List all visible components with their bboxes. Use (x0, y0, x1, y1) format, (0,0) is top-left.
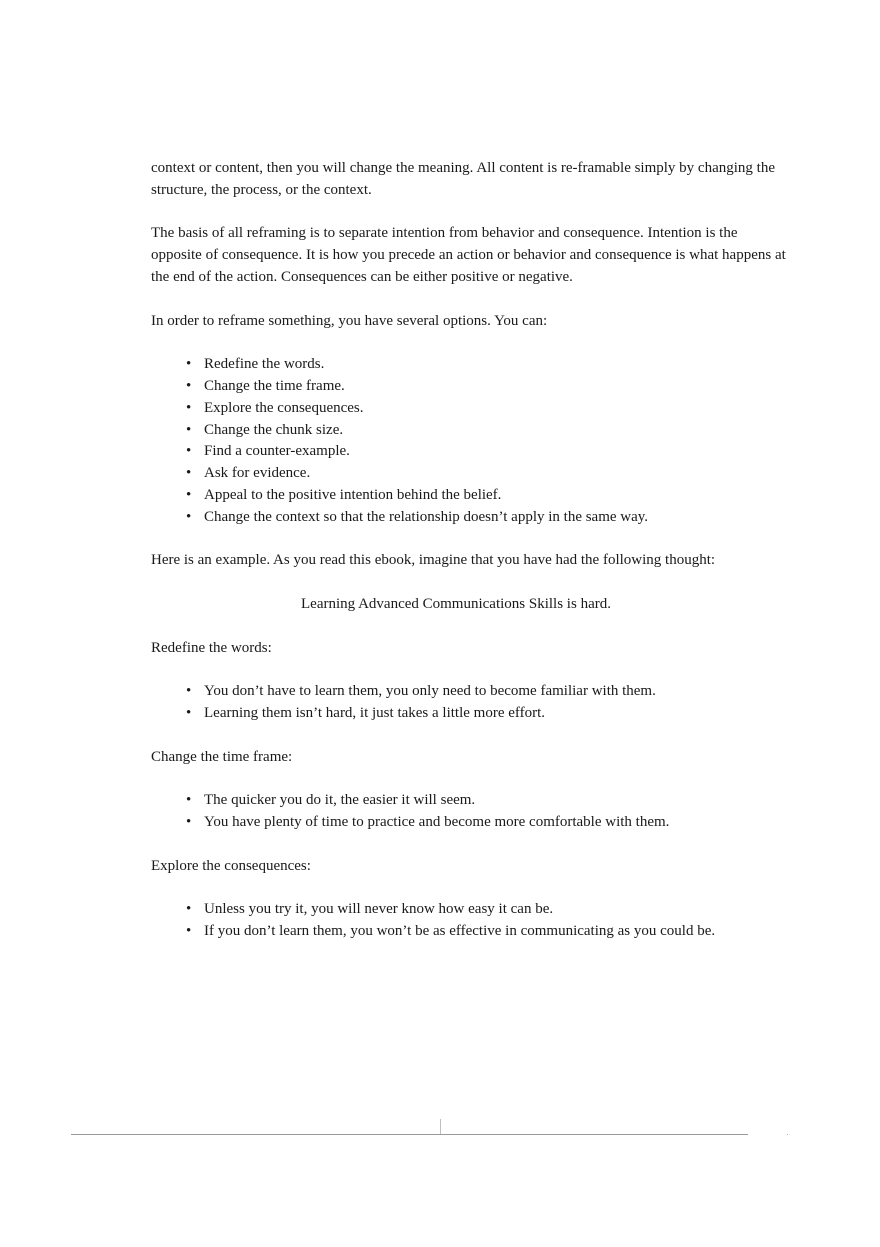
footer-mark (787, 1134, 788, 1135)
list-item: • Appeal to the positive intention behind the belief. (186, 485, 791, 507)
heading-redefine-words: Redefine the words: (151, 639, 272, 656)
list-item: • You don’t have to learn them, you only need to become familiar with them. (186, 681, 791, 703)
list-item: • Change the chunk size. (186, 420, 791, 442)
example-statement: Learning Advanced Communications Skills is hard. (301, 595, 611, 612)
list-item: • Unless you try it, you will never know how easy it can be. (186, 899, 791, 921)
footer-rule (71, 1134, 748, 1135)
list-item: • Find a counter-example. (186, 441, 791, 463)
paragraph-context: context or content, then you will change the meaning. All content is re-framable simply by changing the structure, the process, or the context. (151, 160, 775, 198)
list-item: • Change the context so that the relationship doesn’t apply in the same way. (186, 507, 791, 529)
redefine-words-list (151, 681, 791, 725)
paragraph-example-intro: Here is an example. As you read this ebook, imagine that you have had the following thought: (151, 552, 716, 569)
consequences-list (151, 899, 791, 943)
list-item: • Learning them isn’t hard, it just takes a little more effort. (186, 703, 791, 725)
document-body (151, 158, 791, 964)
heading-change-time-frame: Change the time frame: (151, 748, 293, 765)
heading-explore-consequences: Explore the consequences: (151, 857, 311, 874)
list-item: • You have plenty of time to practice and become more comfortable with them. (186, 812, 791, 834)
reframe-options-list (151, 354, 791, 528)
time-frame-list (151, 790, 791, 834)
paragraph-options-intro: In order to reframe something, you have several options. You can: (151, 312, 548, 329)
list-item: • Change the time frame. (186, 376, 791, 398)
list-item: • If you don’t learn them, you won’t be as effective in communicating as you could be. (186, 921, 791, 943)
list-item: • Ask for evidence. (186, 463, 791, 485)
footer-divider-tick (440, 1119, 441, 1134)
paragraph-basis-of-reframing: The basis of all reframing is to separate intention from behavior and consequence. Intention is the opposite of consequence. It is how you precede an action or behavior and consequence is what happens at the end of the action. Consequences can be either positive or negative. (151, 225, 786, 285)
list-item: • Explore the consequences. (186, 398, 791, 420)
list-item: • The quicker you do it, the easier it will seem. (186, 790, 791, 812)
list-item: • Redefine the words. (186, 354, 791, 376)
